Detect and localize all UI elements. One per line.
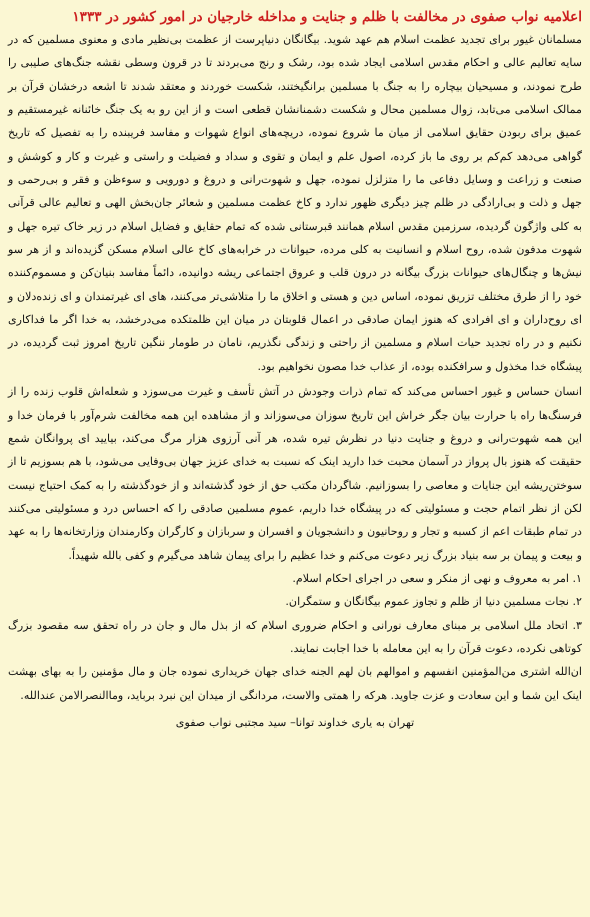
paragraph-intro: مسلمانان غیور برای تجدید عظمت اسلام هم عهد شوید. بیگانگان دنیاپرست از عظمت بی‌نظیر مادی و معنوی مسلمین که در سایه تعالیم عالی و احکام مقدس اسلامی ایجاد شده بود، رشک و رنج می‌بردند تا در قرون وسطی نقشه جنگ‌های صلیبی را طرح نمودند، و مسیحیان بیچاره را به جنگ با مسلمین برانگیختند، شکست خوردند و معتقد شدند تا اشعه درخشان قرآن بر ممالک اسلامی می‌تابد، زوال مسلمین محال و شکست دشمنانشان قطعی است و از این رو به یک جنگ خائنانه غیرمستقیم و عمیق برای ربودن حقایق اسلامی از میان ما شروع نموده، دریچه‌های انواع شهوات و مفاسد فریبنده را به تفصیل که تاریخ گواهی می‌دهد کم‌کم بر روی ما باز کرده، اصول علم و ایمان و تقوی و سداد و فضیلت و راستی و غیرت و کار و کوشش و صنعت و زراعت و وسایل دفاعی ما را متزلزل نموده، جهل و شهوت‌رانی و دروغ و دورویی و سوءظن و فقر و بی‌رحمی و جهل و ذلت و بی‌ارادگی در ظلم چیز دیگری ظهور ندارد و کاخ عظمت مسلمین و شعائر جان‌بخش الهی و تعالیم عالی قرآنی به کلی واژگون گردیده، سرزمین مقدس اسلام همانند قبرستانی شده که تمام حقایق و فضایل اسلام در زیر خاک تیره جهل و شهوت مدفون شده، روح اسلام و انسانیت به کلی مرده، حیوانات در خرابه‌های کاخ عالی اسلام مسکن گزیده‌اند و از هر سو نیش‌ها و چنگال‌های حیوانات بزرگ بیگانه در درون قلب و عروق اجتماعی ریشه دوانیده، دائماً مفاسد بنیان‌کن و مسموم‌کننده خود را از طرق مختلف تزریق نموده، اساس دین و هستی و اخلاق ما را متلاشی‌تر می‌کنند، های ای غیرتمندان و ای زنده‌دلان و ای روح‌داران و ای افرادی که هنوز ایمان صادقی در اعمال قلوبتان در میان این ظلمتکده می‌درخشد، به خدا اگر ما فداکاری نکنیم و در راه تجدید حیات اسلام و مسلمین از راحتی و زندگی نگذریم، نامان در طومار ننگین تاریخ امروز ثبت گردیده، در پیشگاه خدا مخذول و سرافکنده بوده، از عذاب خدا مصون نخواهیم بود. bbox=[8, 33, 582, 373]
paragraph-call: انسان حساس و غیور احساس می‌کند که تمام ذرات وجودش در آتش تأسف و غیرت می‌سوزد و شعله‌اش قلوب زنده را از فرسنگ‌ها راه با حرارت بیان جگر خراش این تاریخ سوزان می‌سوزاند و از مشاهده این همه مخالفت شرم‌آور با فرمان خدا و این همه شهوت‌رانی و دروغ و جنایت دنیا در نظرش تیره شده، هر آنی آرزوی هزار مرگ می‌کند، بیایید ای پروانگان شمع حقیقت که هنوز بال پرواز در آسمان محبت خدا دارید اینک که نسبت به خدای عزیز جهان بی‌وفایی می‌شود، با هم بسوزیم تا از سوختن‌ریشه این جنایات و معاصی را بسوزانیم. شاگردان مکتب حق از خود گذشته‌اند و از خودگذشته را به کمک احتیاج نیست لکن از نظر اتمام حجت و مسئولیتی که در پیشگاه خدا داریم، عموم مسلمین صادقی را که احساس درد و مسئولیتی می‌کنند در تمام طبقات اعم از کسبه و تجار و روحانیون و دانشجویان و افسران و سربازان و کارگران وکارمندان وزارتخانه‌ها را به عهد و بیعت و پیمان بر سه بنیاد بزرگ زیر دعوت می‌کنم و خدا عظیم را برای پیمان شاهد می‌گیرم و کفی بالله شهیداً. bbox=[8, 385, 582, 562]
list-item-3: ۳. اتحاد ملل اسلامی بر مبنای معارف نورانی و احکام ضروری اسلام که از بذل مال و جان در راه تحقق سه مقصود بزرگ کوتاهی نکرده، دعوت قرآن را به این معامله با خدا اجابت نمایند. bbox=[8, 618, 582, 655]
list-item-2: ۲. نجات مسلمین دنیا از ظلم و تجاوز عموم بیگانگان و ستمگران. bbox=[285, 595, 582, 609]
signature-line: تهران به یاری خداوند توانا– سید مجتبی نواب صفوی bbox=[175, 715, 415, 729]
paragraph-closing: ان‌الله اشتری من‌المؤمنین انفسهم و اموالهم بان لهم الجنه خدای جهان خریداری نموده جان و مال مؤمنین را به بهای بهشت اینک این شما و این سعادت و عزت جاوید. هرکه را همتی والاست، مردانگی از میدان این نبرد برباید، وماالنصرالامن عندالله. bbox=[8, 665, 582, 702]
document-title: اعلامیه نواب صفوی در مخالفت با ظلم و جنایت و مداخله خارجیان در امور کشور در ۱۳۳۳ bbox=[72, 9, 582, 25]
list-item-1: ۱. امر به معروف و نهی از منکر و سعی در اجرای احکام اسلام. bbox=[292, 571, 582, 585]
